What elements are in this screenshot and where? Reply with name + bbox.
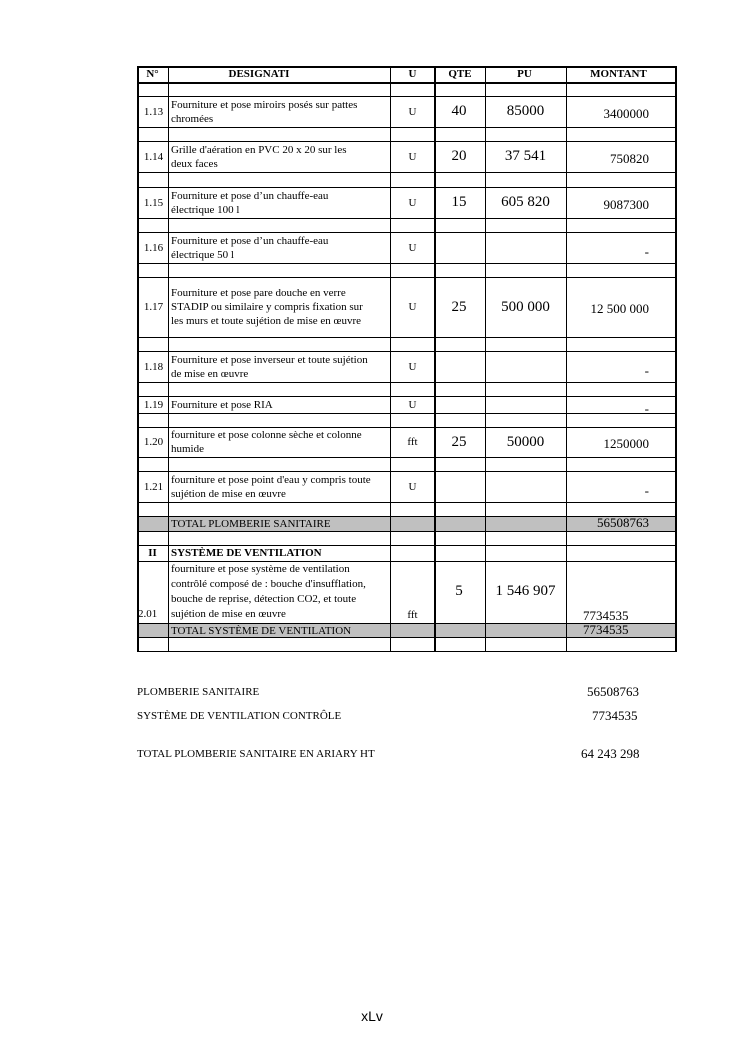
row-border [137,263,675,264]
row-unit-price: 37 541 [504,148,547,164]
row-border [137,277,675,278]
ventilation-designation-line: contrôlé composé de : bouche d'insufflation, [171,578,366,590]
ventilation-unit: fft [407,609,418,621]
page-footer: xLv [361,1008,383,1024]
summary-label: TOTAL PLOMBERIE SANITAIRE EN ARIARY HT [137,748,375,760]
row-designation-line: fourniture et pose colonne sèche et colonne [171,429,362,441]
ventilation-designation-line: bouche de reprise, détection CO2, et toute [171,593,357,605]
row-border [137,382,675,383]
ventilation-designation-line: fourniture et pose système de ventilation [171,563,350,575]
row-designation-line: Fourniture et pose miroirs posés sur pattes [171,98,358,111]
row-designation-line: Fourniture et pose d’un chauffe-eau [171,234,329,247]
row-unit-price [485,402,566,420]
row-quantity [435,402,483,420]
col-header-pu: PU [517,68,532,80]
section-title: SYSTÈME DE VENTILATION [171,547,322,559]
row-amount: - [644,400,649,416]
row-number: 1.18 [143,360,164,373]
row-quantity [435,357,483,375]
row-amount: - [644,362,649,378]
row-quantity: 15 [451,194,467,210]
total-plomberie-amount: 56508763 [597,515,649,530]
row-designation-line: STADIP ou similaire y compris fixation sur [171,301,363,313]
row-border [137,218,675,219]
ventilation-quantity: 5 [455,583,463,599]
row-amount: 1250000 [603,436,649,451]
ventilation-row-number: 2.01 [138,608,158,620]
row-border [137,337,675,338]
row-unit-price [485,357,566,375]
row-number: 1.14 [143,150,164,163]
row-amount: 12 500 000 [590,301,649,316]
row-number: 1.13 [143,105,164,118]
row-unit: fft [407,436,418,448]
total-plomberie-label: TOTAL PLOMBERIE SANITAIRE [171,518,331,530]
ventilation-designation-line: sujétion de mise en œuvre [171,608,286,620]
row-unit: U [408,480,417,493]
col-header-qte: QTE [448,68,472,80]
col-header-no: N° [146,68,159,80]
col-header-unit: U [408,68,417,80]
row-unit-price [485,238,566,256]
row-designation-line: Grille d'aération en PVC 20 x 20 sur les [171,143,347,156]
total-ventilation-label: TOTAL SYSTÈME DE VENTILATION [171,625,352,637]
row-number: 1.16 [143,241,164,254]
row-designation-line: les murs et toute sujétion de mise en œuvre [171,315,362,327]
row-border [137,531,675,532]
row-unit-price: 500 000 [501,299,550,315]
row-border [137,172,675,173]
row-designation-line: électrique 100 l [171,203,240,216]
row-number: 1.19 [143,398,164,411]
row-number: 1.15 [143,196,164,209]
row-quantity [435,238,483,256]
summary-value: 64 243 298 [581,746,640,761]
row-quantity: 25 [451,434,467,450]
row-number: 1.17 [143,301,164,313]
row-amount: - [644,482,649,498]
total-ventilation-amount: 7734535 [583,622,629,637]
row-border [137,127,675,128]
row-designation-line: électrique 50 l [171,248,234,261]
row-number: 1.20 [143,436,164,448]
row-designation-line: Fourniture et pose inverseur et toute sujétion [171,353,368,366]
row-designation-line: sujétion de mise en œuvre [171,487,286,500]
row-designation-line: fourniture et pose point d'eau y compris toute [171,473,371,486]
row-unit: U [408,398,417,411]
row-number: 1.21 [143,480,164,493]
row-designation-line: chromées [171,112,214,125]
section-number: II [148,547,157,559]
row-border [137,502,675,503]
row-designation-line: Fourniture et pose RIA [171,398,273,411]
row-amount: 750820 [610,150,649,166]
row-unit-price [485,477,566,495]
summary-value: 56508763 [587,684,639,699]
row-border [137,651,675,652]
row-unit-price: 50000 [506,434,545,450]
row-quantity: 25 [451,299,467,315]
column-border [675,66,677,652]
row-quantity: 40 [451,103,467,119]
row-unit: U [408,241,417,254]
row-border [137,82,675,84]
ventilation-amount: 7734535 [583,608,629,623]
summary-value: 7734535 [592,708,638,723]
summary-label: PLOMBERIE SANITAIRE [137,686,260,698]
col-header-montant: MONTANT [590,68,647,80]
row-unit: U [408,105,417,118]
row-designation-line: deux faces [171,157,218,170]
summary-label: SYSTÈME DE VENTILATION CONTRÔLE [137,710,342,722]
row-quantity: 20 [451,148,467,164]
row-designation-line: Fourniture et pose pare douche en verre [171,287,346,299]
row-quantity [435,477,483,495]
row-unit-price: 605 820 [501,194,550,210]
row-amount: 3400000 [603,105,649,121]
row-designation-line: de mise en œuvre [171,367,249,380]
row-designation-line: Fourniture et pose d’un chauffe-eau [171,189,329,202]
row-amount: 9087300 [603,196,649,212]
row-designation-line: humide [171,443,204,455]
row-amount: - [644,243,649,259]
row-unit: U [408,150,417,163]
row-unit: U [408,360,417,373]
row-unit: U [408,196,417,209]
row-unit: U [408,301,417,313]
row-border [137,457,675,458]
col-header-designation: DESIGNATI [228,68,290,80]
row-unit-price: 85000 [506,103,545,119]
ventilation-unit-price: 1 546 907 [495,583,556,599]
column-border [168,66,169,652]
